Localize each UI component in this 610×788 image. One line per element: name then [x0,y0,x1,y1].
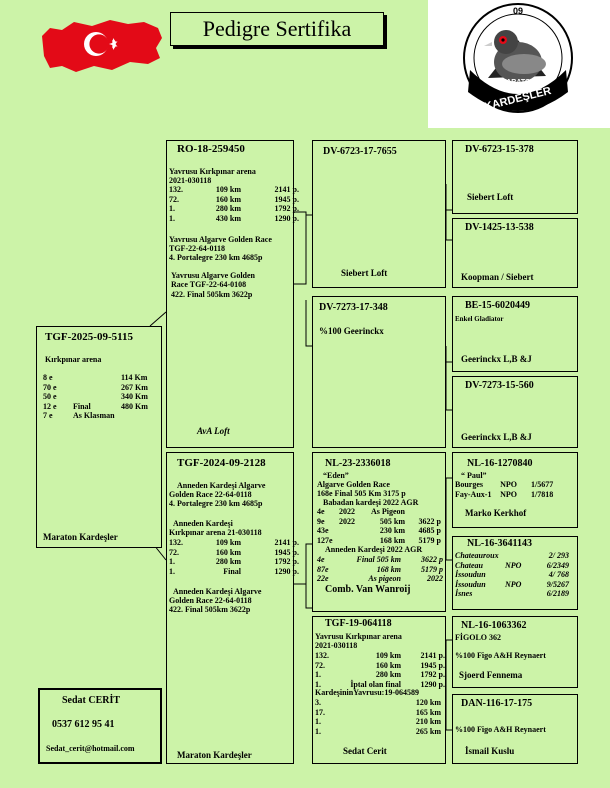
dd-ring: TGF-19-064118 [325,618,392,629]
sire-line1: Yavrusu Kırkpınar arena [169,167,256,176]
sire-breeder: AvA Loft [197,426,230,436]
gg-card-3 [452,296,578,372]
sire-g1: Yavrusu Algarve Golden Race [169,235,272,244]
gg5-breeder: Marko Kerkhof [465,508,527,518]
sire-dam-card [312,296,446,448]
gg-card-7 [452,616,578,688]
dam-a2: Golden Race 22-64-0118 [169,490,252,499]
sd-note: %100 Geerinckx [319,326,384,336]
subject-breeder: Maraton Kardeşler [43,532,118,542]
gg2-ring: DV-1425-13-538 [465,222,534,233]
ds-breeder: Comb. Van Wanroij [325,584,411,595]
dam-sire-card [312,452,446,612]
dd-breeder: Sedat Cerit [343,746,387,756]
gg1-breeder: Siebert Loft [467,192,514,202]
gg-card-5 [452,452,578,528]
sire-g3: 4. Portalegre 230 km 4685p [169,253,263,262]
dam-c1: Anneden Kardeşi Algarve [173,587,262,596]
gg8-breeder: İsmail Kuslu [465,746,515,756]
gg-card-4 [452,376,578,448]
dam-a1: Anneden Kardeşi Algarve [177,481,266,490]
ss-ring: DV-6723-17-7655 [323,146,397,157]
sd-ring: DV-7273-17-348 [319,302,388,313]
gg1-ring: DV-6723-15-378 [465,144,534,155]
gg7-ring: NL-16-1063362 [461,620,527,631]
gg3-sub: Enkel Gladiator [455,315,504,323]
dam-card [166,452,299,764]
dd-rows: 132. 109 km 2141 p. 72. 160 km 1945 p. 1. 280 km 1792 p. 1. İptal olan final 1290 p. [315,651,445,689]
dam-breeder: Maraton Kardeşler [177,750,252,760]
dam-c2: Golden Race 22-64-0118 [169,596,252,605]
gg6-ring: NL-16-3641143 [467,538,532,549]
gg6-rows: Chateauroux 2/ 293 Chateau NPO 6/2349 İssoudun 4/ 768 İssoudun NPO 9/5267 İsnes 6/2189 [455,551,569,598]
gg5-sub: “ Paul” [461,471,487,480]
subject-arena: Kırkpınar arena [45,355,102,364]
dd-rows2: 3. 120 km 17. 165 km 1. 210 km 1. 265 km [315,698,441,736]
dam-dam-card [312,616,446,764]
sire-ring: RO-18-259450 [177,143,245,155]
dam-b1: Anneden Kardeşi [173,519,233,528]
ds-rows1: 4e 2022 As Pigeon 9e 2022 505 km 3622 p 43e 230 km 4685 p 127e 168 km 5179 p [317,507,441,545]
sire-h3: 422. Final 505km 3622p [171,290,253,299]
gg8-ring: DAN-116-17-175 [461,698,533,709]
owner-card [38,688,162,764]
gg-card-6 [452,536,578,610]
gg-card-1 [452,140,578,214]
ds-l4: Anneden Kardeşi 2022 AGR [325,545,423,554]
logo-line1: MARATON [500,79,536,86]
ss-breeder: Siebert Loft [341,268,388,278]
dam-c3: 422. Final 505km 3622p [169,605,251,614]
gg5-ring: NL-16-1270840 [467,458,533,469]
gg7-note: %100 Figo A&H Reynaert [455,651,546,660]
ds-l1: Algarve Golden Race [317,480,390,489]
owner-email: Sedat_cerit@hotmail.com [46,744,135,753]
dam-b2: Kırkpınar arena 21-030118 [169,528,262,537]
page-title: Pedigre Sertifika [170,12,384,46]
gg-card-8 [452,694,578,764]
ds-ring: NL-23-2336018 [325,458,391,469]
sire-line2: 2021-030118 [169,176,212,185]
dam-ring: TGF-2024-09-2128 [177,457,266,469]
dd-l2: 2021-030118 [315,641,358,650]
ds-name: “Eden” [323,471,349,480]
logo-line2: KARDEŞLER [483,84,553,114]
gg7-sub: FİGOLO 362 [455,633,502,642]
sire-h1: Yavrusu Algarve Golden [171,271,256,280]
gg4-breeder: Geerinckx L,B &J [461,432,532,442]
gg2-breeder: Koopman / Siebert [461,272,534,282]
subject-results: 8 e 114 Km 70 e 267 Km 50 e 340 Km 12 e Final 480 Km 7 e As Klasman [43,373,148,420]
gg5-rows: Bourges NPO 1/5677 Fay-Aux-1 NPO 1/7818 [455,480,554,499]
gg7-breeder: Sjoerd Fennema [459,670,523,680]
dam-results: 132. 109 km 2141 p. 72. 160 km 1945 p. 1. 280 km 1792 p. 1. Final 1290 p. [169,538,299,576]
gg3-ring: BE-15-6020449 [465,300,530,311]
sire-results: 132. 109 km 2141 p. 72. 160 km 1945 p. 1. 280 km 1792 p. 1. 430 km 1290 p. [169,185,299,223]
sire-g2: TGF-22-64-0118 [169,244,225,253]
ds-l2: 168e Final 505 Km 3175 p [317,489,406,498]
owner-phone: 0537 612 95 41 [52,719,115,730]
dd-l1: Yavrusu Kırkpınar arena [315,632,402,641]
ds-l3: Babadan kardeşi 2022 AGR [323,498,419,507]
subject-ring: TGF-2025-09-5115 [45,331,133,343]
sire-h2: Race TGF-22-64-0108 [171,280,247,289]
owner-name: Sedat CERİT [62,695,121,706]
gg4-ring: DV-7273-15-560 [465,380,534,391]
dd-l3: KardeşininYavrusu:19-064589 [315,688,420,697]
gg8-note: %100 Figo A&H Reynaert [455,725,546,734]
logo-number: 09 [512,6,524,16]
gg-card-2 [452,218,578,288]
sire-card [166,140,299,448]
subject-card [36,326,162,548]
gg3-breeder: Geerinckx L,B &J [461,354,532,364]
ds-rows2: 4e Final 505 km 3622 p 87e 168 km 5179 p 22e As pigeon 2022 [317,555,443,583]
dam-a3: 4. Portalegre 230 km 4685p [169,499,263,508]
sire-sire-card [312,140,446,288]
